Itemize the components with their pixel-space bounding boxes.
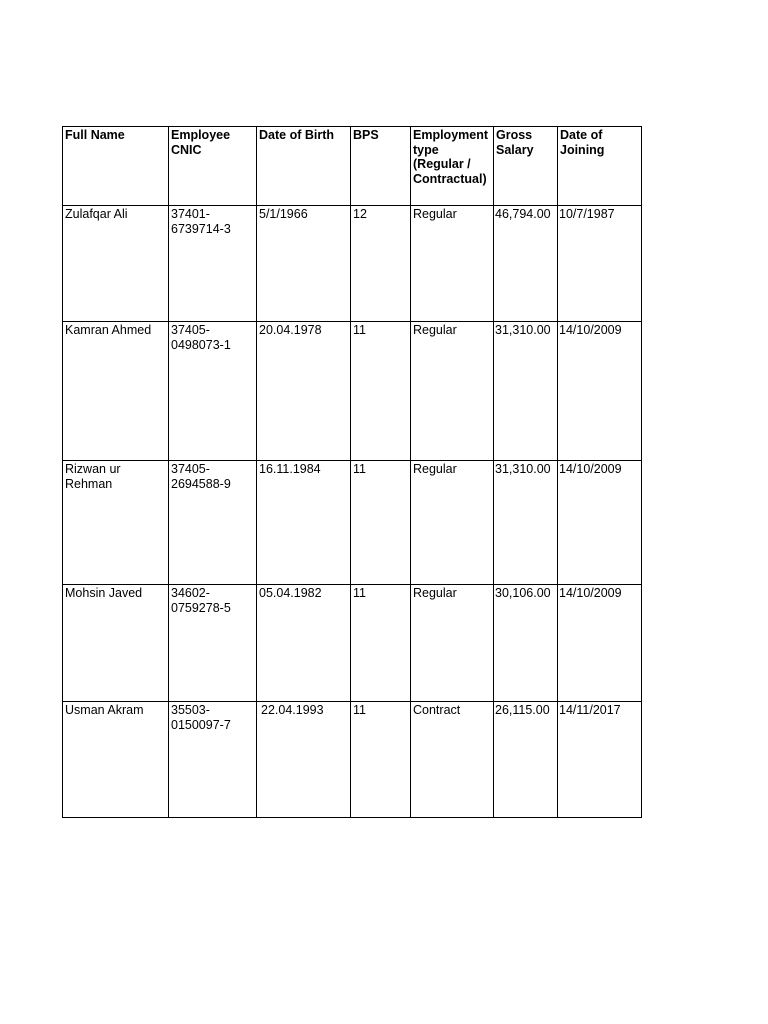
cell-employee-cnic: 35503- 0150097-7 [169,702,257,818]
cell-gross-salary: 31,310.00 [494,461,558,585]
table-header-row [63,127,642,206]
cell-date-of-birth: 5/1/1966 [257,206,351,322]
header-employment-type: Employment type (Regular / Contractual) [411,127,494,206]
header-bps: BPS [351,127,411,206]
cell-gross-salary: 30,106.00 [494,585,558,702]
cell-bps: 12 [351,206,411,322]
cell-employment-type: Regular [411,461,494,585]
cell-gross-salary: 31,310.00 [494,322,558,461]
table-row [63,322,642,461]
cell-date-of-joining: 10/7/1987 [558,206,642,322]
cell-full-name: Usman Akram [63,702,169,818]
cell-full-name: Zulafqar Ali [63,206,169,322]
table-row [63,461,642,585]
cell-full-name: Rizwan ur Rehman [63,461,169,585]
cell-employee-cnic: 34602- 0759278-5 [169,585,257,702]
cell-date-of-birth: 05.04.1982 [257,585,351,702]
cell-date-of-joining: 14/11/2017 [558,702,642,818]
cell-bps: 11 [351,322,411,461]
cell-employee-cnic: 37405- 0498073-1 [169,322,257,461]
cell-employee-cnic: 37401- 6739714-3 [169,206,257,322]
cell-date-of-joining: 14/10/2009 [558,585,642,702]
header-date-of-joining: Date of Joining [558,127,642,206]
header-employee-cnic: Employee CNIC [169,127,257,206]
cell-date-of-birth: 20.04.1978 [257,322,351,461]
cell-employment-type: Contract [411,702,494,818]
table-row [63,585,642,702]
cell-date-of-birth: 22.04.1993 [257,702,351,818]
cell-full-name: Kamran Ahmed [63,322,169,461]
employee-table [62,126,642,818]
cell-date-of-joining: 14/10/2009 [558,322,642,461]
cell-full-name: Mohsin Javed [63,585,169,702]
cell-gross-salary: 26,115.00 [494,702,558,818]
cell-gross-salary: 46,794.00 [494,206,558,322]
cell-employment-type: Regular [411,322,494,461]
cell-bps: 11 [351,585,411,702]
cell-date-of-joining: 14/10/2009 [558,461,642,585]
header-date-of-birth: Date of Birth [257,127,351,206]
cell-bps: 11 [351,461,411,585]
cell-employment-type: Regular [411,585,494,702]
table-row [63,702,642,818]
table-row [63,206,642,322]
cell-employee-cnic: 37405- 2694588-9 [169,461,257,585]
header-full-name: Full Name [63,127,169,206]
cell-date-of-birth: 16.11.1984 [257,461,351,585]
header-gross-salary: Gross Salary [494,127,558,206]
cell-employment-type: Regular [411,206,494,322]
cell-bps: 11 [351,702,411,818]
